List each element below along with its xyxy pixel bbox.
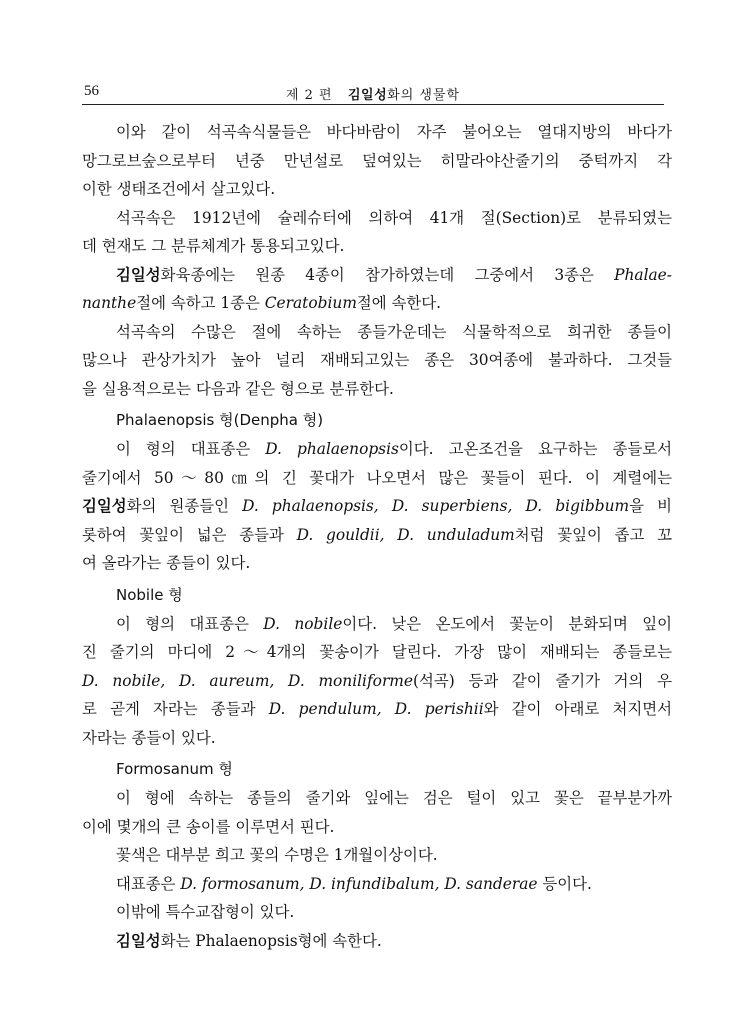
- text-line: 석곡속의 수많은 절에 속하는 종들가운데는 식물학적으로 희귀한 종들이: [116, 322, 672, 341]
- text-run: 이다. 낮은 온도에서 꽃눈이 분화되며 잎이: [342, 614, 673, 633]
- page-header: [82, 82, 664, 105]
- bold-term: 김일성: [116, 931, 161, 950]
- page-body: [82, 118, 672, 955]
- text-run: 화육종에는 원종 4종이 참가하였는데 그중에서 3종은: [160, 265, 615, 284]
- section-heading: Formosanum 형: [116, 760, 233, 778]
- text-run: 절에 속하고 1종은: [136, 294, 265, 312]
- bold-term: 김일성: [116, 265, 161, 284]
- paragraph-1: [82, 118, 672, 204]
- paragraph-6: [82, 610, 672, 753]
- page-number: 56: [84, 83, 99, 99]
- text-line: [82, 261, 672, 290]
- paragraph-11: [82, 927, 672, 956]
- italic-term: Phalae-: [614, 265, 672, 284]
- text-line: 이 형에 속하는 종들의 줄기와 잎에는 검은 털이 있고 꽃은 끝부분가까: [116, 789, 672, 807]
- paragraph-2: [82, 204, 672, 261]
- text-run: 롯하여 꽃잎이 넓은 종들과: [82, 525, 297, 544]
- italic-term: D. gouldii, D. unduladum: [296, 525, 515, 544]
- text-line: 자라는 종들이 있다.: [82, 728, 216, 747]
- paragraph-4: [82, 318, 672, 404]
- text-line: [82, 667, 672, 696]
- text-line: [82, 435, 672, 464]
- running-head-suffix: 화의 생물학: [387, 88, 461, 103]
- paragraph-3: [82, 261, 672, 318]
- text-run: 대표종은: [116, 874, 181, 893]
- italic-term: Ceratobium: [264, 294, 357, 312]
- italic-term: D. formosanum, D. infundibalum, D. sanderae: [180, 874, 538, 893]
- running-head-bold: 김일성: [347, 88, 388, 103]
- italic-term: D. nobile, D. aureum, D. moniliforme: [82, 671, 413, 690]
- text-line: 이에 몇개의 큰 송이를 이루면서 핀다.: [82, 817, 335, 836]
- text-run: 이 형의 대표종은: [116, 440, 266, 458]
- italic-term: D. pendulum, D. perishii: [268, 700, 484, 718]
- text-line: [82, 289, 672, 318]
- italic-term: D. phalaenopsis: [265, 440, 399, 458]
- paragraph-9: [82, 870, 672, 899]
- text-line: 많으나 관상가치가 높아 널리 재배되고있는 종은 30여종에 불과하다. 그것들: [82, 351, 672, 369]
- text-line: [82, 695, 672, 724]
- text-line: 을 실용적으로는 다음과 같은 형으로 분류한다.: [82, 379, 394, 398]
- section-heading: Nobile 형: [116, 585, 183, 604]
- text-run: 이 형의 대표종은: [116, 614, 264, 633]
- paragraph-10: 이밖에 특수교잡형이 있다.: [116, 903, 295, 921]
- running-head: [82, 84, 664, 103]
- text-line: 여 올라가는 종들이 있다.: [82, 554, 251, 572]
- italic-term: D. phalaenopsis, D. superbiens, D. bigibbum: [242, 497, 630, 515]
- text-line: [82, 492, 672, 521]
- text-line: 데 현재도 그 분류체계가 통용되고있다.: [82, 237, 345, 255]
- text-run: 등이다.: [537, 874, 592, 893]
- text-line: 진 줄기의 마디에 2～4개의 꽃송이가 달린다. 가장 많이 재배되는 종들로는: [82, 643, 672, 661]
- text-line: [82, 521, 672, 550]
- text-line: 이와 같이 석곡속식물들은 바다바람이 자주 불어오는 열대지방의 바다가: [116, 123, 672, 141]
- text-line: [82, 610, 672, 639]
- text-run: 로 곧게 자라는 종들과: [82, 700, 269, 718]
- paragraph-8: 꽃색은 대부분 희고 꽃의 수명은 1개월이상이다.: [116, 846, 438, 864]
- text-run: 화의 원종들인: [126, 497, 243, 515]
- text-run: (석곡) 등과 같이 줄기가 거의 우: [413, 671, 672, 690]
- paragraph-7: [82, 784, 672, 841]
- text-run: 와 같이 아래로 처지면서: [483, 700, 672, 718]
- text-run: 화는 Phalaenopsis형에 속한다.: [160, 931, 382, 950]
- bold-term: 김일성: [82, 497, 127, 515]
- text-run: 처럼 꽃잎이 좁고 꼬: [514, 525, 672, 544]
- text-line: 줄기에서 50～80㎝의 긴 꽃대가 나오면서 많은 꽃들이 핀다. 이 계렬에는: [82, 468, 672, 487]
- paragraph-5: [82, 435, 672, 578]
- text-run: 을 비: [629, 497, 672, 515]
- text-run: 이다. 고온조건을 요구하는 종들로서: [398, 440, 672, 458]
- section-heading: Phalaenopsis 형(Denpha 형): [116, 411, 324, 429]
- text-run: 절에 속한다.: [356, 294, 442, 312]
- text-line: 이한 생태조건에서 살고있다.: [82, 180, 276, 198]
- running-head-part: 제 2 편: [285, 88, 333, 103]
- text-line: 망그로브숲으로부터 년중 만년설로 덮여있는 히말라야산줄기의 중턱까지 각: [82, 151, 672, 170]
- italic-term: D. nobile: [263, 614, 343, 633]
- italic-term: nanthe: [82, 294, 137, 312]
- text-line: 석곡속은 1912년에 슐레슈터에 의하여 41개 절(Section)로 분류되였는: [116, 208, 672, 227]
